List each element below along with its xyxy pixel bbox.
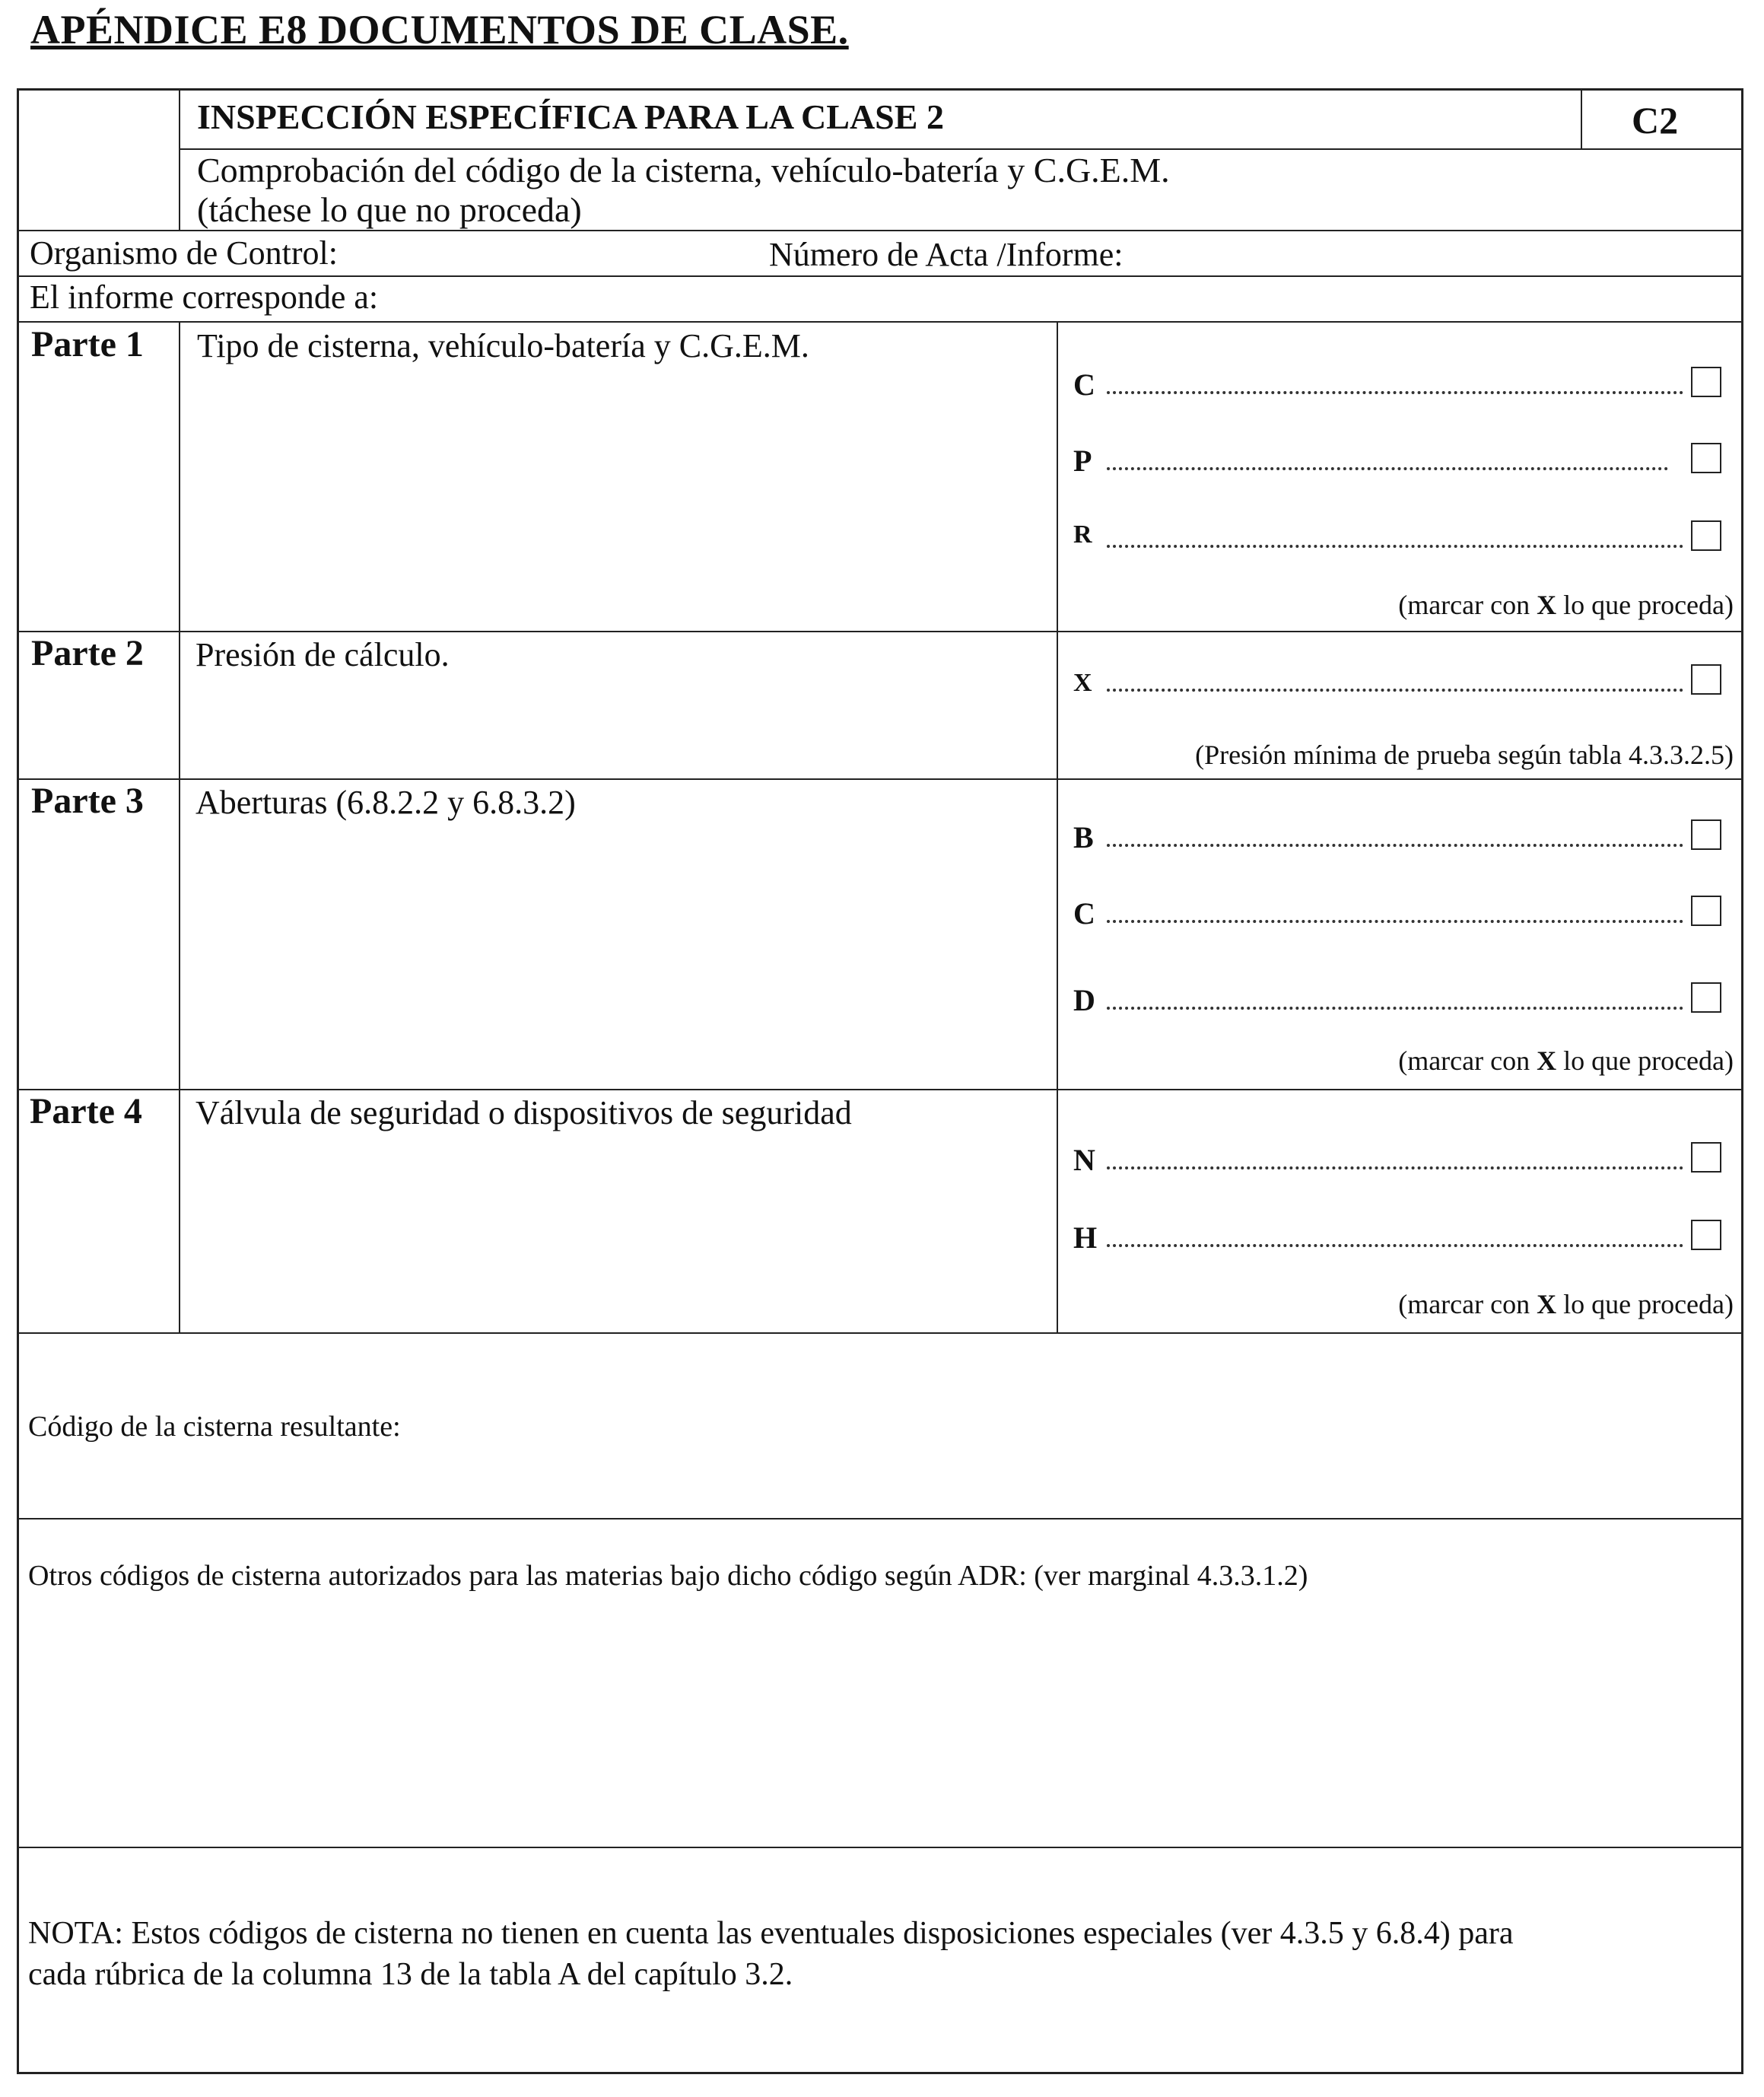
parte3-options bbox=[1058, 778, 1744, 1089]
dotted-line bbox=[1107, 1166, 1683, 1169]
dotted-line bbox=[1107, 689, 1683, 692]
parte2-label: Parte 2 bbox=[31, 633, 144, 673]
organismo-label: Organismo de Control: bbox=[30, 234, 338, 272]
dotted-line bbox=[1107, 920, 1683, 923]
numero-acta-label: Número de Acta /Informe: bbox=[769, 236, 1124, 273]
option-row bbox=[1058, 1142, 1744, 1180]
codigo-resultante-field[interactable] bbox=[27, 1335, 1738, 1518]
parte4-hint: (marcar con X lo que proceda) bbox=[1398, 1289, 1734, 1319]
option-letter: R bbox=[1073, 520, 1092, 549]
row-rule-organismo bbox=[19, 230, 1741, 231]
dotted-line bbox=[1107, 467, 1668, 470]
checkbox[interactable] bbox=[1691, 982, 1721, 1013]
checkbox[interactable] bbox=[1691, 1220, 1721, 1250]
form-subtitle-line1: Comprobación del código de la cisterna, vehículo-batería y C.G.E.M. bbox=[197, 151, 1170, 189]
option-row bbox=[1058, 896, 1744, 934]
parte2-title: Presión de cálculo. bbox=[195, 636, 450, 673]
otros-codigos-field[interactable] bbox=[27, 1605, 1738, 1833]
checkbox[interactable] bbox=[1691, 896, 1721, 926]
dotted-line bbox=[1107, 1007, 1683, 1010]
form-subtitle-line2: (táchese lo que no proceda) bbox=[197, 190, 582, 229]
inspection-form bbox=[17, 88, 1743, 2074]
corresponde-label: El informe corresponde a: bbox=[30, 278, 379, 316]
parte4-options bbox=[1058, 1089, 1744, 1332]
parte1-options bbox=[1058, 321, 1744, 631]
header-divider-code bbox=[1581, 91, 1582, 148]
row-rule-otros bbox=[19, 1518, 1741, 1519]
checkbox[interactable] bbox=[1691, 443, 1721, 473]
option-row bbox=[1058, 520, 1744, 558]
option-row bbox=[1058, 1220, 1744, 1258]
document-heading: APÉNDICE E8 DOCUMENTOS DE CLASE. bbox=[30, 7, 849, 53]
parte1-title: Tipo de cisterna, vehículo-batería y C.G.E.M. bbox=[197, 327, 809, 364]
checkbox[interactable] bbox=[1691, 819, 1721, 850]
form-code: C2 bbox=[1632, 99, 1679, 142]
option-letter: N bbox=[1073, 1143, 1095, 1177]
codigo-resultante-label: Código de la cisterna resultante: bbox=[28, 1411, 401, 1443]
dotted-line bbox=[1107, 545, 1683, 548]
option-letter: X bbox=[1073, 669, 1092, 697]
numero-acta-field[interactable] bbox=[1183, 232, 1731, 270]
corresponde-field[interactable] bbox=[475, 278, 1723, 316]
dotted-line bbox=[1107, 391, 1683, 394]
parte3-hint: (marcar con X lo que proceda) bbox=[1398, 1045, 1734, 1076]
option-letter: C bbox=[1073, 896, 1095, 931]
row-rule-end-parts bbox=[19, 1332, 1741, 1334]
row-rule-nota bbox=[19, 1847, 1741, 1848]
parte2-options bbox=[1058, 631, 1744, 778]
parte3-label: Parte 3 bbox=[31, 781, 144, 821]
parte3-title: Aberturas (6.8.2.2 y 6.8.3.2) bbox=[195, 784, 576, 821]
option-row bbox=[1058, 819, 1744, 858]
option-letter: B bbox=[1073, 820, 1094, 854]
parte1-label: Parte 1 bbox=[31, 324, 144, 364]
nota-line1: NOTA: Estos códigos de cisterna no tienen en cuenta las eventuales disposiciones especiales (ver 4.3.5 y 6.8.4) para bbox=[28, 1916, 1514, 1951]
parte4-title: Válvula de seguridad o dispositivos de seguridad bbox=[195, 1094, 852, 1131]
form-title: INSPECCIÓN ESPECÍFICA PARA LA CLASE 2 bbox=[197, 97, 944, 136]
checkbox[interactable] bbox=[1691, 367, 1721, 397]
checkbox[interactable] bbox=[1691, 1142, 1721, 1173]
parts-divider-left bbox=[179, 321, 180, 1332]
option-row bbox=[1058, 664, 1744, 702]
organismo-field[interactable] bbox=[415, 232, 749, 270]
checkbox[interactable] bbox=[1691, 664, 1721, 695]
dotted-line bbox=[1107, 1244, 1683, 1247]
option-row bbox=[1058, 982, 1744, 1020]
parte1-hint: (marcar con X lo que proceda) bbox=[1398, 590, 1734, 620]
option-letter: H bbox=[1073, 1220, 1098, 1255]
option-letter: D bbox=[1073, 983, 1095, 1017]
otros-codigos-label: Otros códigos de cisterna autorizados para las materias bajo dicho código según ADR: (ver marginal 4.3.3.1.2) bbox=[28, 1560, 1308, 1592]
option-row bbox=[1058, 443, 1744, 481]
header-divider-left bbox=[179, 91, 180, 230]
row-rule-corresponde bbox=[19, 275, 1741, 277]
option-row bbox=[1058, 367, 1744, 405]
parte2-hint: (Presión mínima de prueba según tabla 4.3.3.2.5) bbox=[1195, 740, 1734, 770]
option-letter: P bbox=[1073, 444, 1092, 478]
checkbox[interactable] bbox=[1691, 520, 1721, 551]
parte4-label: Parte 4 bbox=[30, 1091, 142, 1131]
option-letter: C bbox=[1073, 368, 1095, 402]
nota-line2: cada rúbrica de la columna 13 de la tabla A del capítulo 3.2. bbox=[28, 1957, 793, 1992]
dotted-line bbox=[1107, 844, 1683, 847]
